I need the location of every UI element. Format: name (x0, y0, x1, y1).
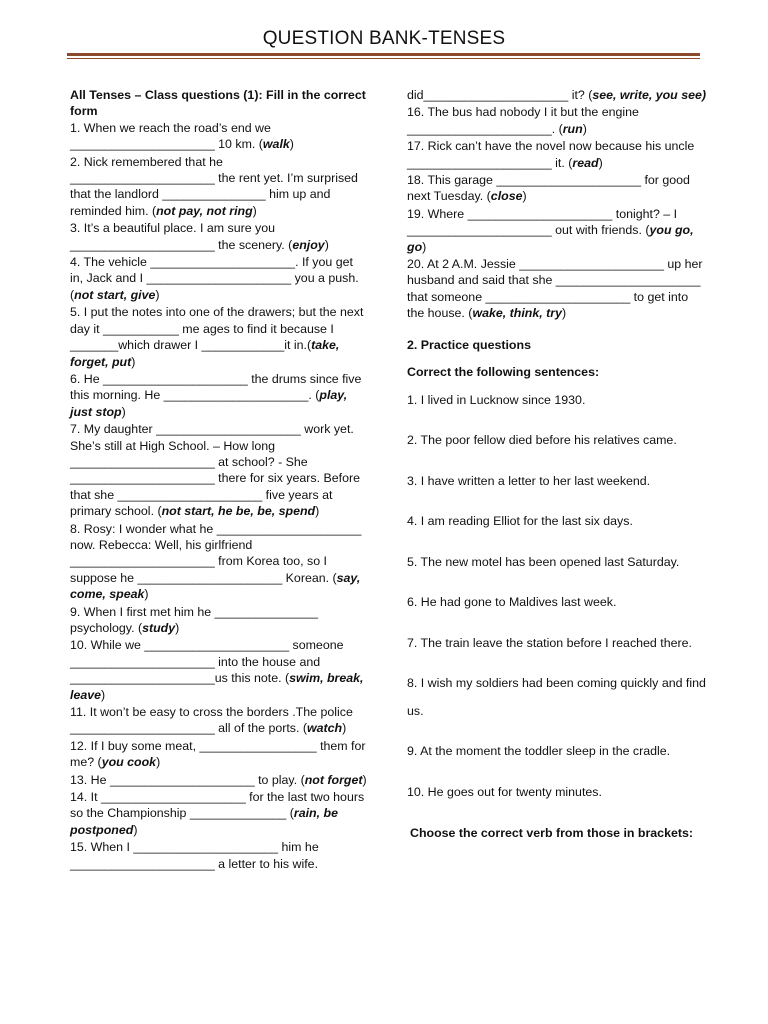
practice-sentence: 3. I have written a letter to her last weekend. (407, 473, 651, 488)
question-tail: ) (155, 287, 160, 302)
question-item (70, 304, 368, 370)
verb-hint: say, come, speak (70, 570, 361, 602)
question-item (70, 704, 368, 737)
question-item (70, 637, 368, 703)
question-tail: ) (315, 504, 320, 519)
verb-hint: not pay, not ring (156, 203, 253, 218)
question-tail: ) (121, 404, 126, 419)
question-item (70, 254, 368, 303)
question-item (70, 421, 368, 519)
question-tail: ) (582, 121, 587, 136)
practice-sentence: 6. He had gone to Maldives last week. (407, 595, 617, 609)
question-tail: ) (422, 239, 427, 254)
question-tail: ) (598, 155, 603, 170)
question-tail: ) (342, 721, 347, 736)
verb-hint: read (572, 155, 599, 170)
question-item (70, 839, 368, 872)
question-item (407, 172, 707, 205)
question-text: 12. If I buy some meat, _________________ them for me? ( (70, 738, 366, 770)
verb-hint: you cook (101, 755, 157, 770)
question-item (407, 104, 707, 137)
practice-sentence: 8. I wish my soldiers had been coming quickly and find us. (407, 676, 706, 718)
verb-hint: watch (307, 721, 343, 736)
question-text: 7. My daughter _____________________ work yet. She’s still at High School. – How long _____________________ at school? - She _____________________ there for six years. Before that she _____________________ five years at primary school. ( (70, 422, 361, 519)
verb-hint: walk (262, 137, 290, 152)
practice-sentence: 5. The new motel has been opened last Saturday. (407, 554, 680, 569)
section3-heading: Choose the correct verb from those in brackets: (410, 826, 693, 840)
question-text: 15. When I _____________________ him he _____________________ a letter to his wife. (70, 840, 319, 871)
question-text: 4. The vehicle _____________________. If you get in, Jack and I _____________________ you a push. ( (70, 255, 359, 302)
question-text: 17. Rick can’t have the novel now because his uncle _____________________ it. ( (407, 139, 695, 170)
question-tail: ) (324, 237, 329, 252)
question-item (407, 206, 707, 255)
question-item (70, 789, 368, 838)
practice-sentence: 2. The poor fellow died before his relatives came. (407, 433, 677, 447)
question-tail: ) (133, 822, 138, 837)
question-text: 14. It _____________________ for the last two hours so the Championship ______________ ( (70, 790, 365, 821)
practice-sentence: 1. I lived in Lucknow since 1930. (407, 392, 586, 407)
page-title: QUESTION BANK-TENSES (262, 28, 506, 49)
question-list-right (407, 87, 707, 322)
section1-heading: All Tenses – Class questions (1): Fill in the correct form (70, 88, 366, 119)
practice-sentence: 10. He goes out for twenty minutes. (407, 784, 602, 799)
practice-list (407, 387, 707, 807)
section2-heading: 2. Practice questions (407, 337, 531, 352)
question-text: 16. The bus had nobody I it but the engine _____________________. ( (407, 105, 639, 136)
question-tail: ) (362, 772, 367, 787)
left-column (70, 87, 368, 873)
question-text: 10. While we _____________________ someone _____________________ into the house and _____________________us this note. ( (70, 638, 344, 686)
title-underline-thick (67, 53, 700, 56)
practice-sentence: 4. I am reading Elliot for the last six days. (407, 514, 633, 528)
question-tail: ) (522, 189, 527, 204)
verb-hint: swim, break, leave (70, 671, 364, 702)
question-tail: ) (131, 354, 136, 369)
question-tail: ) (101, 687, 106, 702)
question-item (70, 120, 368, 153)
verb-hint: see, write, you see) (592, 88, 706, 102)
question-text: 8. Rosy: I wonder what he _____________________ now. Rebecca: Well, his girlfriend _____________________ from Korea too, so I suppose he _____________________ Korean. ( (70, 521, 362, 585)
question-text: 20. At 2 A.M. Jessie _____________________ up her husband and said that she _____________________ that someone _____________________ to get into the house. ( (407, 257, 703, 321)
question-item (70, 371, 368, 420)
question-item (407, 256, 707, 322)
question-item (70, 154, 368, 220)
question-tail: ) (144, 587, 149, 602)
verb-hint: not forget (304, 772, 363, 787)
verb-hint: you go, go (407, 223, 694, 254)
question-item (70, 220, 368, 253)
question-item (70, 604, 368, 637)
verb-hint: play, just stop (70, 388, 348, 419)
question-list-left (70, 120, 368, 872)
verb-hint: enjoy (292, 237, 325, 252)
question-item (70, 738, 368, 771)
verb-hint: run (562, 121, 583, 136)
verb-hint: take, forget, put (70, 338, 340, 369)
question-text: 13. He _____________________ to play. ( (70, 772, 305, 787)
question-text: did_____________________ it? ( (407, 88, 593, 102)
practice-sentence: 9. At the moment the toddler sleep in the cradle. (407, 744, 671, 758)
verb-hint: close (490, 189, 523, 204)
question-text: 1. When we reach the road’s end we _____________________ 10 km. ( (70, 120, 271, 152)
question-text: 6. He _____________________ the drums since five this morning. He _____________________. ( (70, 371, 362, 403)
verb-hint: study (142, 621, 176, 635)
title-underline-thin (67, 58, 700, 59)
question-text: 9. When I first met him he _______________ psychology. ( (70, 604, 318, 635)
question-tail: ) (561, 306, 567, 321)
question-item (407, 87, 707, 103)
question-tail: ) (156, 755, 161, 770)
question-tail: ) (289, 137, 294, 152)
question-text: 11. It won’t be easy to cross the borders .The police _____________________ all of the ports. ( (70, 705, 353, 736)
question-text: 18. This garage _____________________ for good next Tuesday. ( (407, 173, 690, 204)
question-item (70, 521, 368, 603)
question-tail: ) (175, 621, 180, 635)
question-text: 19. Where _____________________ tonight? – I _____________________ out with friends. ( (407, 206, 678, 238)
question-item (407, 138, 707, 171)
question-text: 5. I put the notes into one of the drawers; but the next day it ___________ me ages to find it because I _______which drawer I ____________it in.( (70, 305, 364, 353)
practice-sentence: 7. The train leave the station before I reached there. (407, 635, 692, 650)
right-column (407, 87, 707, 841)
verb-hint: not start, give (74, 287, 156, 302)
question-text: 2. Nick remembered that he _____________________ the rent yet. I’m surprised that the landlord _______________ him up and reminded him. ( (70, 154, 358, 218)
question-item (70, 772, 368, 788)
verb-hint: not start, he be, be, spend (161, 504, 316, 519)
verb-hint: wake, think, try (472, 306, 562, 321)
question-tail: ) (252, 203, 257, 218)
verb-hint: rain, be postponed (70, 806, 338, 837)
question-text: 3. It’s a beautiful place. I am sure you _____________________ the scenery. ( (70, 221, 293, 252)
section2-subheading: Correct the following sentences: (407, 365, 600, 380)
